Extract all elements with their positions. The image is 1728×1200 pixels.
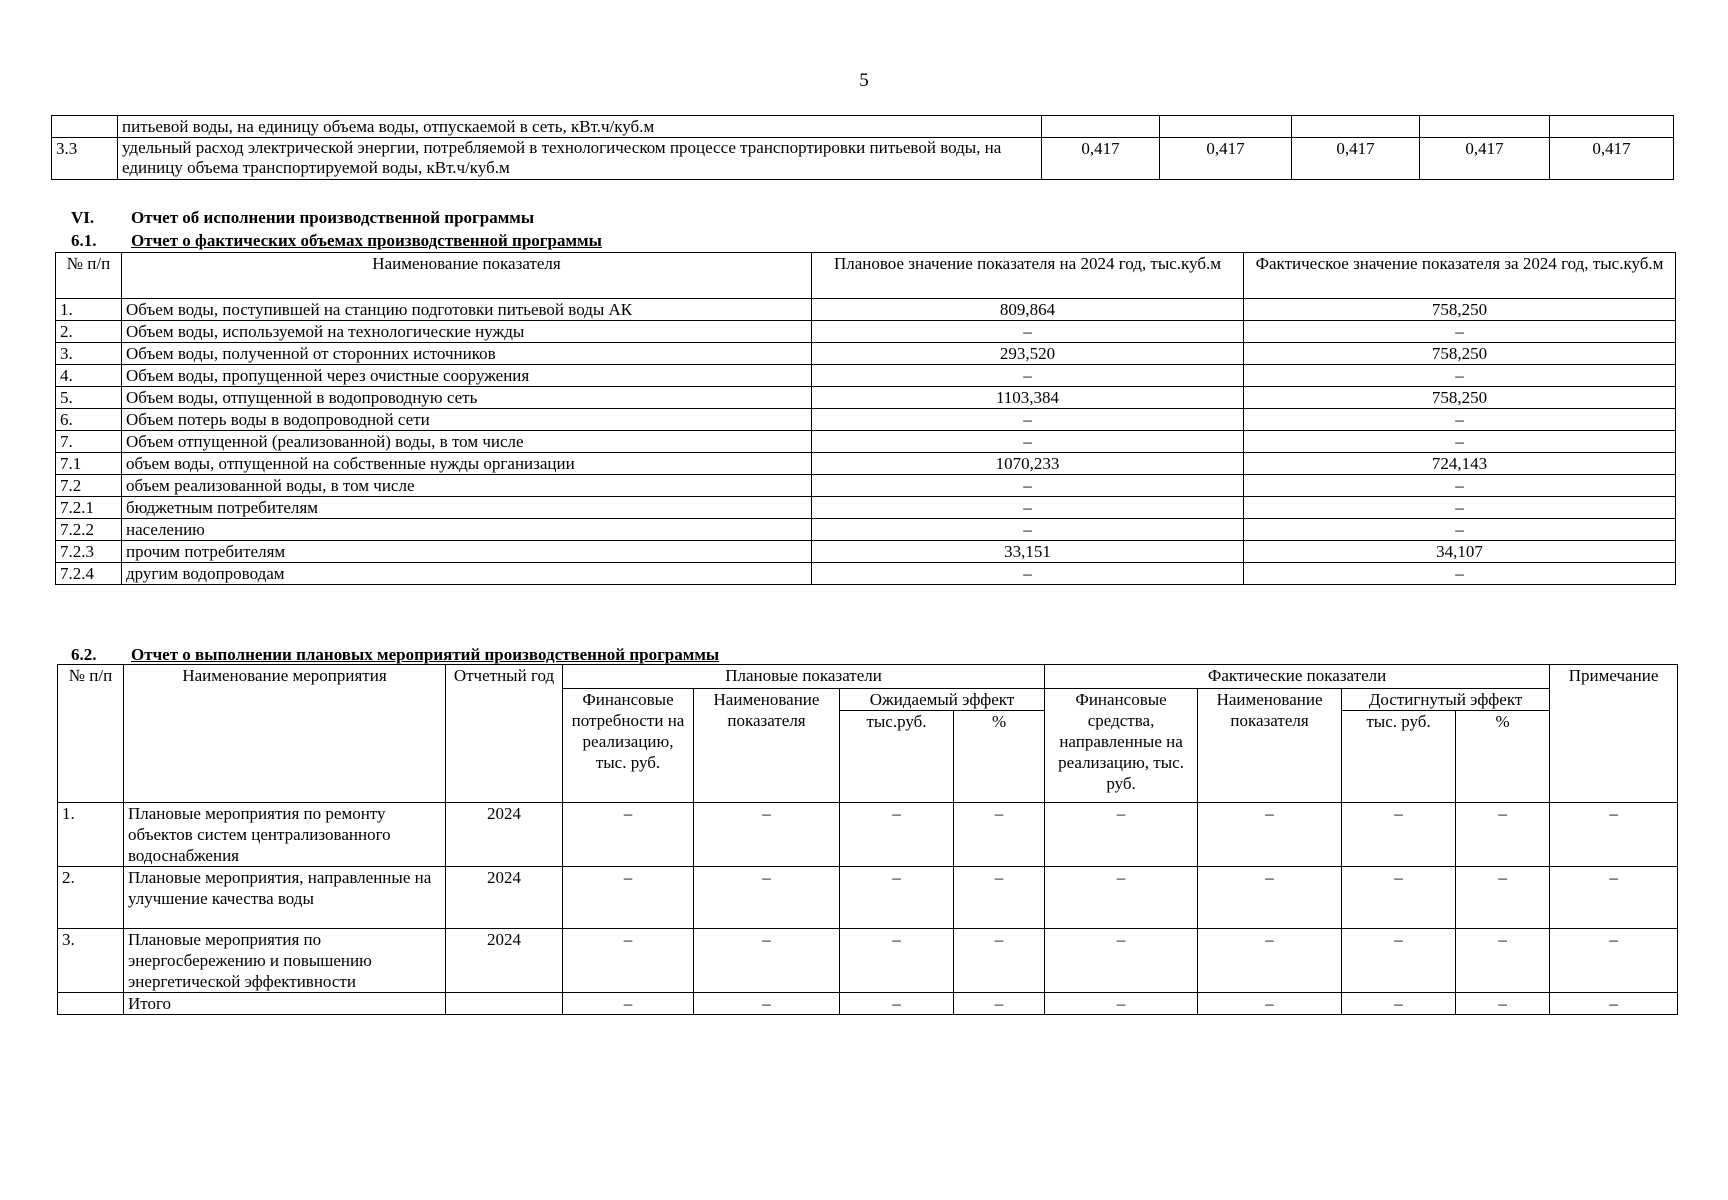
num-cell: 7.1 [56,453,122,475]
plan-cell: – [812,519,1244,541]
header-fact: Фактическое значение показателя за 2024 год, тыс.куб.м [1244,253,1676,299]
header-note: Примечание [1550,665,1678,803]
plan-cell: 1103,384 [812,387,1244,409]
value-cell: – [1550,803,1678,867]
table-row [58,929,1678,993]
value-cell: – [1045,929,1198,993]
num-cell: 3. [58,929,124,993]
page-number: 5 [859,70,869,91]
num-cell: 1. [56,299,122,321]
table-row [56,365,1676,387]
plan-cell: 293,520 [812,343,1244,365]
plan-cell: – [812,475,1244,497]
name-cell: населению [122,519,812,541]
value-cell: – [563,803,694,867]
name-cell: бюджетным потребителям [122,497,812,519]
name-cell: другим водопроводам [122,563,812,585]
table-row [56,497,1676,519]
value-cell: – [840,993,954,1015]
value-cell: – [1342,867,1456,929]
name-cell: Итого [124,993,446,1015]
header-name: Наименование мероприятия [124,665,446,803]
plan-cell: – [812,431,1244,453]
fact-cell: 34,107 [1244,541,1676,563]
name-cell: Объем потерь воды в водопроводной сети [122,409,812,431]
value-cell: – [1456,929,1550,993]
name-cell: прочим потребителям [122,541,812,563]
header-fact-effect: Достигнутый эффект [1342,689,1550,711]
num-cell: 6. [56,409,122,431]
value-cell: – [1550,993,1678,1015]
value-cell: – [1198,929,1342,993]
name-cell: объем реализованной воды, в том числе [122,475,812,497]
value-cell: – [563,867,694,929]
header-num: № п/п [56,253,122,299]
name-cell: Объем воды, полученной от сторонних источников [122,343,812,365]
table-row [56,409,1676,431]
plan-cell: – [812,409,1244,431]
value-cell: – [1198,803,1342,867]
fact-cell: 758,250 [1244,299,1676,321]
value-cell: – [1550,929,1678,993]
num-cell [52,116,118,138]
section-heading: 6.2. Отчет о выполнении плановых мероприятий производственной программы [71,645,720,664]
value-cell: – [1456,803,1550,867]
value-cell: – [694,803,840,867]
plan-cell: – [812,563,1244,585]
table-6-1-body [56,299,1676,585]
plan-cell: 809,864 [812,299,1244,321]
table-header-row [58,665,1678,689]
fact-cell: – [1244,321,1676,343]
year-cell: 2024 [446,867,563,929]
fact-cell: 758,250 [1244,387,1676,409]
header-plan-group: Плановые показатели [563,665,1045,689]
value-cell: – [563,993,694,1015]
table-row [56,475,1676,497]
value-cell: 0,417 [1420,138,1550,180]
year-cell: 2024 [446,929,563,993]
header-plan-fin: Финансовые потребности на реализацию, тыс. руб. [563,689,694,803]
table-row [58,867,1678,929]
value-cell: – [563,929,694,993]
num-cell: 7.2.2 [56,519,122,541]
plan-cell: – [812,321,1244,343]
value-cell: – [1456,993,1550,1015]
table-row [56,541,1676,563]
table-row [56,343,1676,365]
num-cell: 7. [56,431,122,453]
header-fact-rub: тыс. руб. [1342,711,1456,803]
plan-cell: – [812,497,1244,519]
value-cell: – [840,867,954,929]
name-cell: Объем воды, отпущенной в водопроводную сеть [122,387,812,409]
value-cell: – [954,993,1045,1015]
num-cell: 3. [56,343,122,365]
name-cell: Объем воды, поступившей на станцию подготовки питьевой воды АК [122,299,812,321]
fact-cell: 758,250 [1244,343,1676,365]
table-row [56,299,1676,321]
value-cell: – [1198,867,1342,929]
name-cell: Объем воды, используемой на технологические нужды [122,321,812,343]
value-cell: 0,417 [1042,138,1160,180]
table-row [56,519,1676,541]
table-row [56,387,1676,409]
name-cell: Плановые мероприятия по энергосбережению и повышению энергетической эффективности [124,929,446,993]
name-cell: питьевой воды, на единицу объема воды, отпускаемой в сеть, кВт.ч/куб.м [118,116,1042,138]
name-cell: удельный расход электрической энергии, потребляемой в технологическом процессе транспортировки питьевой воды, на единицу объема транспортируемой воды, кВт.ч/куб.м [118,138,1042,180]
header-plan-pct: % [954,711,1045,803]
table-row [56,563,1676,585]
table-row [56,453,1676,475]
header-plan-rub: тыс.руб. [840,711,954,803]
fact-cell: – [1244,497,1676,519]
header-fact-group: Фактические показатели [1045,665,1550,689]
fact-cell: – [1244,563,1676,585]
value-cell: – [840,929,954,993]
value-cell: – [954,929,1045,993]
fact-cell: – [1244,431,1676,453]
name-cell: Плановые мероприятия, направленные на улучшение качества воды [124,867,446,929]
table-row [58,993,1678,1015]
name-cell: Плановые мероприятия по ремонту объектов систем централизованного водоснабжения [124,803,446,867]
table-6-1 [55,252,1676,585]
fact-cell: – [1244,365,1676,387]
value-cell: – [694,929,840,993]
name-cell: Объем отпущенной (реализованной) воды, в том числе [122,431,812,453]
year-cell [446,993,563,1015]
plan-cell: 1070,233 [812,453,1244,475]
value-cell: – [1198,993,1342,1015]
year-cell: 2024 [446,803,563,867]
value-cell: – [694,993,840,1015]
header-plan-effect: Ожидаемый эффект [840,689,1045,711]
value-cell: – [1456,867,1550,929]
header-fact-pct: % [1456,711,1550,803]
num-cell: 7.2.3 [56,541,122,563]
num-cell: 2. [58,867,124,929]
fact-cell: 724,143 [1244,453,1676,475]
fact-cell: – [1244,409,1676,431]
section-heading: 6.1. Отчет о фактических объемах производственной программы [71,231,602,250]
table-6-2-body [58,803,1678,1015]
num-cell: 5. [56,387,122,409]
table-row [52,138,1674,180]
fact-cell: – [1244,519,1676,541]
top-table [51,115,1674,180]
plan-cell: 33,151 [812,541,1244,563]
value-cell: – [1342,929,1456,993]
header-year: Отчетный год [446,665,563,803]
plan-cell: – [812,365,1244,387]
header-name: Наименование показателя [122,253,812,299]
value-cell: – [954,803,1045,867]
table-row [52,116,1674,138]
num-cell: 7.2 [56,475,122,497]
num-cell: 7.2.1 [56,497,122,519]
num-cell: 4. [56,365,122,387]
table-row [58,803,1678,867]
num-cell: 1. [58,803,124,867]
num-cell: 3.3 [52,138,118,180]
table-header-row [56,253,1676,299]
value-cell: 0,417 [1550,138,1674,180]
table-row [56,321,1676,343]
header-fact-fin: Финансовые средства, направленные на реализацию, тыс. руб. [1045,689,1198,803]
header-plan-ind: Наименование показателя [694,689,840,803]
value-cell: – [1045,993,1198,1015]
num-cell: 2. [56,321,122,343]
value-cell: 0,417 [1160,138,1292,180]
header-plan: Плановое значение показателя на 2024 год, тыс.куб.м [812,253,1244,299]
name-cell: объем воды, отпущенной на собственные нужды организации [122,453,812,475]
section-heading: VI. Отчет об исполнении производственной программы [71,208,535,227]
fact-cell: – [1244,475,1676,497]
value-cell: 0,417 [1292,138,1420,180]
value-cell: – [694,867,840,929]
name-cell: Объем воды, пропущенной через очистные сооружения [122,365,812,387]
value-cell: – [1550,867,1678,929]
value-cell: – [1342,803,1456,867]
table-6-2 [57,664,1678,1015]
header-num: № п/п [58,665,124,803]
table-row [56,431,1676,453]
value-cell: – [840,803,954,867]
value-cell: – [1045,803,1198,867]
header-fact-ind: Наименование показателя [1198,689,1342,803]
value-cell: – [1342,993,1456,1015]
value-cell: – [954,867,1045,929]
num-cell [58,993,124,1015]
value-cell: – [1045,867,1198,929]
num-cell: 7.2.4 [56,563,122,585]
